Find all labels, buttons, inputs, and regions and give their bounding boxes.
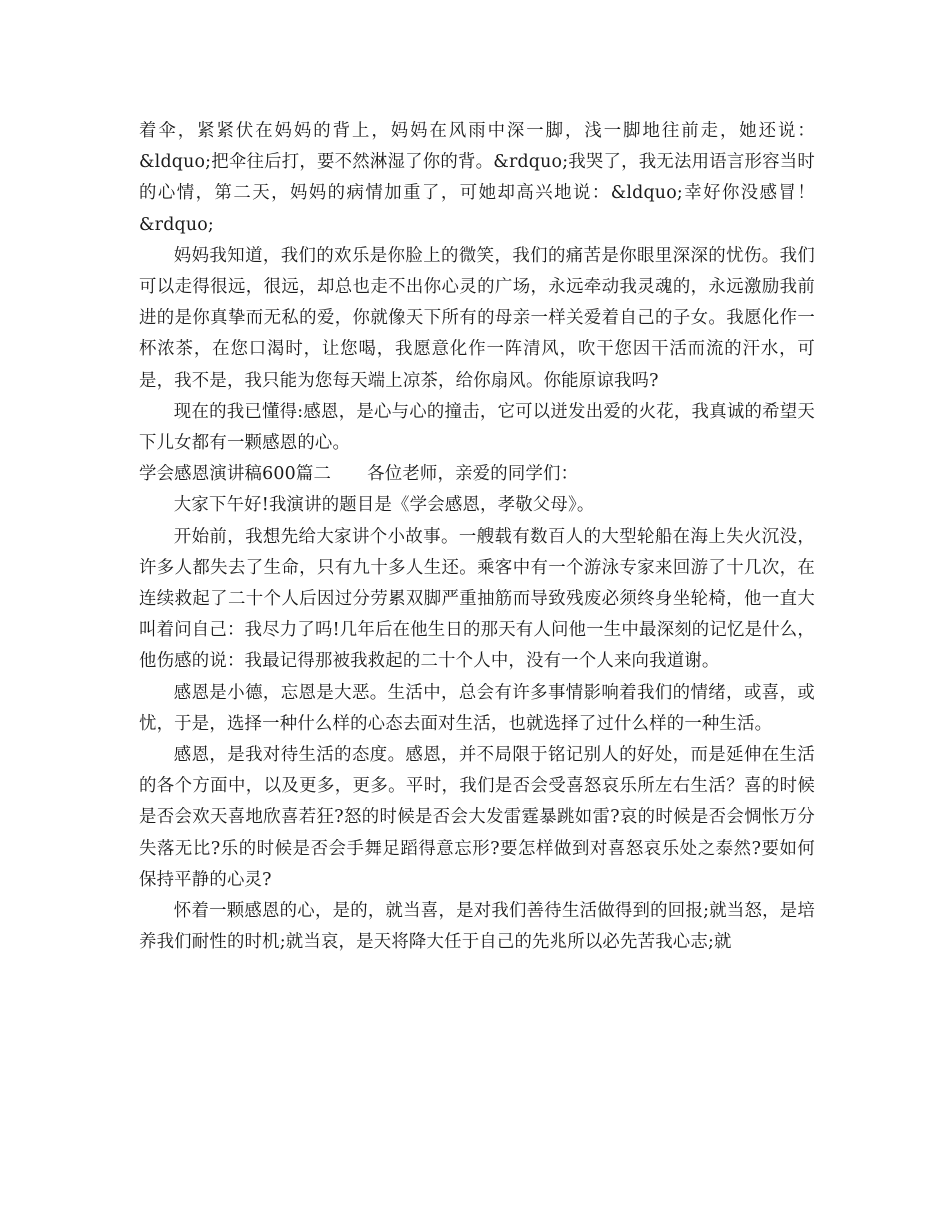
paragraph: 妈妈我知道，我们的欢乐是你脸上的微笑，我们的痛苦是你眼里深深的忧伤。我们可以走得很远，很远，却总也走不出你心灵的广场，永远牵动我灵魂的，永远激励我前进的是你真挚而无私的爱，你就像天下所有的母亲一样关爱着自己的子女。我愿化作一杯浓茶，在您口渴时，让您喝，我愿意化作一阵清风，吹干您因干活而流的汗水，可是，我不是，我只能为您每天端上凉茶，给你扇风。你能原谅我吗? bbox=[139, 245, 815, 391]
greeting: 各位老师，亲爱的同学们： bbox=[367, 464, 579, 485]
document-body bbox=[139, 116, 815, 958]
paragraph: 感恩是小德，忘恩是大恶。生活中，总会有许多事情影响着我们的情绪，或喜，或忧，于是，选择一种什么样的心态去面对生活，也就选择了过什么样的一种生活。 bbox=[139, 682, 815, 734]
section-title: 学会感恩演讲稿600篇二 bbox=[139, 464, 332, 485]
section-heading-line bbox=[139, 459, 815, 490]
paragraph: 开始前，我想先给大家讲个小故事。一艘载有数百人的大型轮船在海上失火沉没，许多人都失去了生命，只有九十多人生还。乘客中有一个游泳专家来回游了十几次，在连续救起了二十个人后因过分劳累双脚严重抽筋而导致残废必须终身坐轮椅，他一直大叫着问自己：我尽力了吗!几年后在他生日的那天有人问他一生中最深刻的记忆是什么，他伤感的说：我最记得那被我救起的二十个人中，没有一个人来向我道谢。 bbox=[139, 526, 815, 672]
paragraph: 感恩，是我对待生活的态度。感恩，并不局限于铭记别人的好处，而是延伸在生活的各个方面中，以及更多，更多。平时，我们是否会受喜怒哀乐所左右生活？喜的时候是否会欢天喜地欣喜若狂?怒的时候是否会大发雷霆暴跳如雷?哀的时候是否会惆怅万分失落无比?乐的时候是否会手舞足蹈得意忘形?要怎样做到对喜怒哀乐处之泰然?要如何保持平静的心灵? bbox=[139, 745, 815, 890]
paragraph: 大家下午好!我演讲的题目是《学会感恩，孝敬父母》。 bbox=[173, 495, 595, 516]
paragraph: 着伞，紧紧伏在妈妈的背上，妈妈在风雨中深一脚，浅一脚地往前走，她还说：&ldquo;把伞往后打，要不然淋湿了你的背。&rdquo;我哭了，我无法用语言形容当时的心情，第二天，妈妈的病情加重了，可她却高兴地说：&ldquo;幸好你没感冒！&rdquo; bbox=[139, 121, 815, 235]
paragraph: 现在的我已懂得:感恩，是心与心的撞击，它可以迸发出爱的火花，我真诚的希望天下儿女都有一颗感恩的心。 bbox=[139, 401, 815, 454]
paragraph: 怀着一颗感恩的心，是的，就当喜，是对我们善待生活做得到的回报;就当怒，是培养我们耐性的时机;就当哀，是天将降大任于自己的先兆所以必先苦我心志;就 bbox=[139, 901, 815, 953]
